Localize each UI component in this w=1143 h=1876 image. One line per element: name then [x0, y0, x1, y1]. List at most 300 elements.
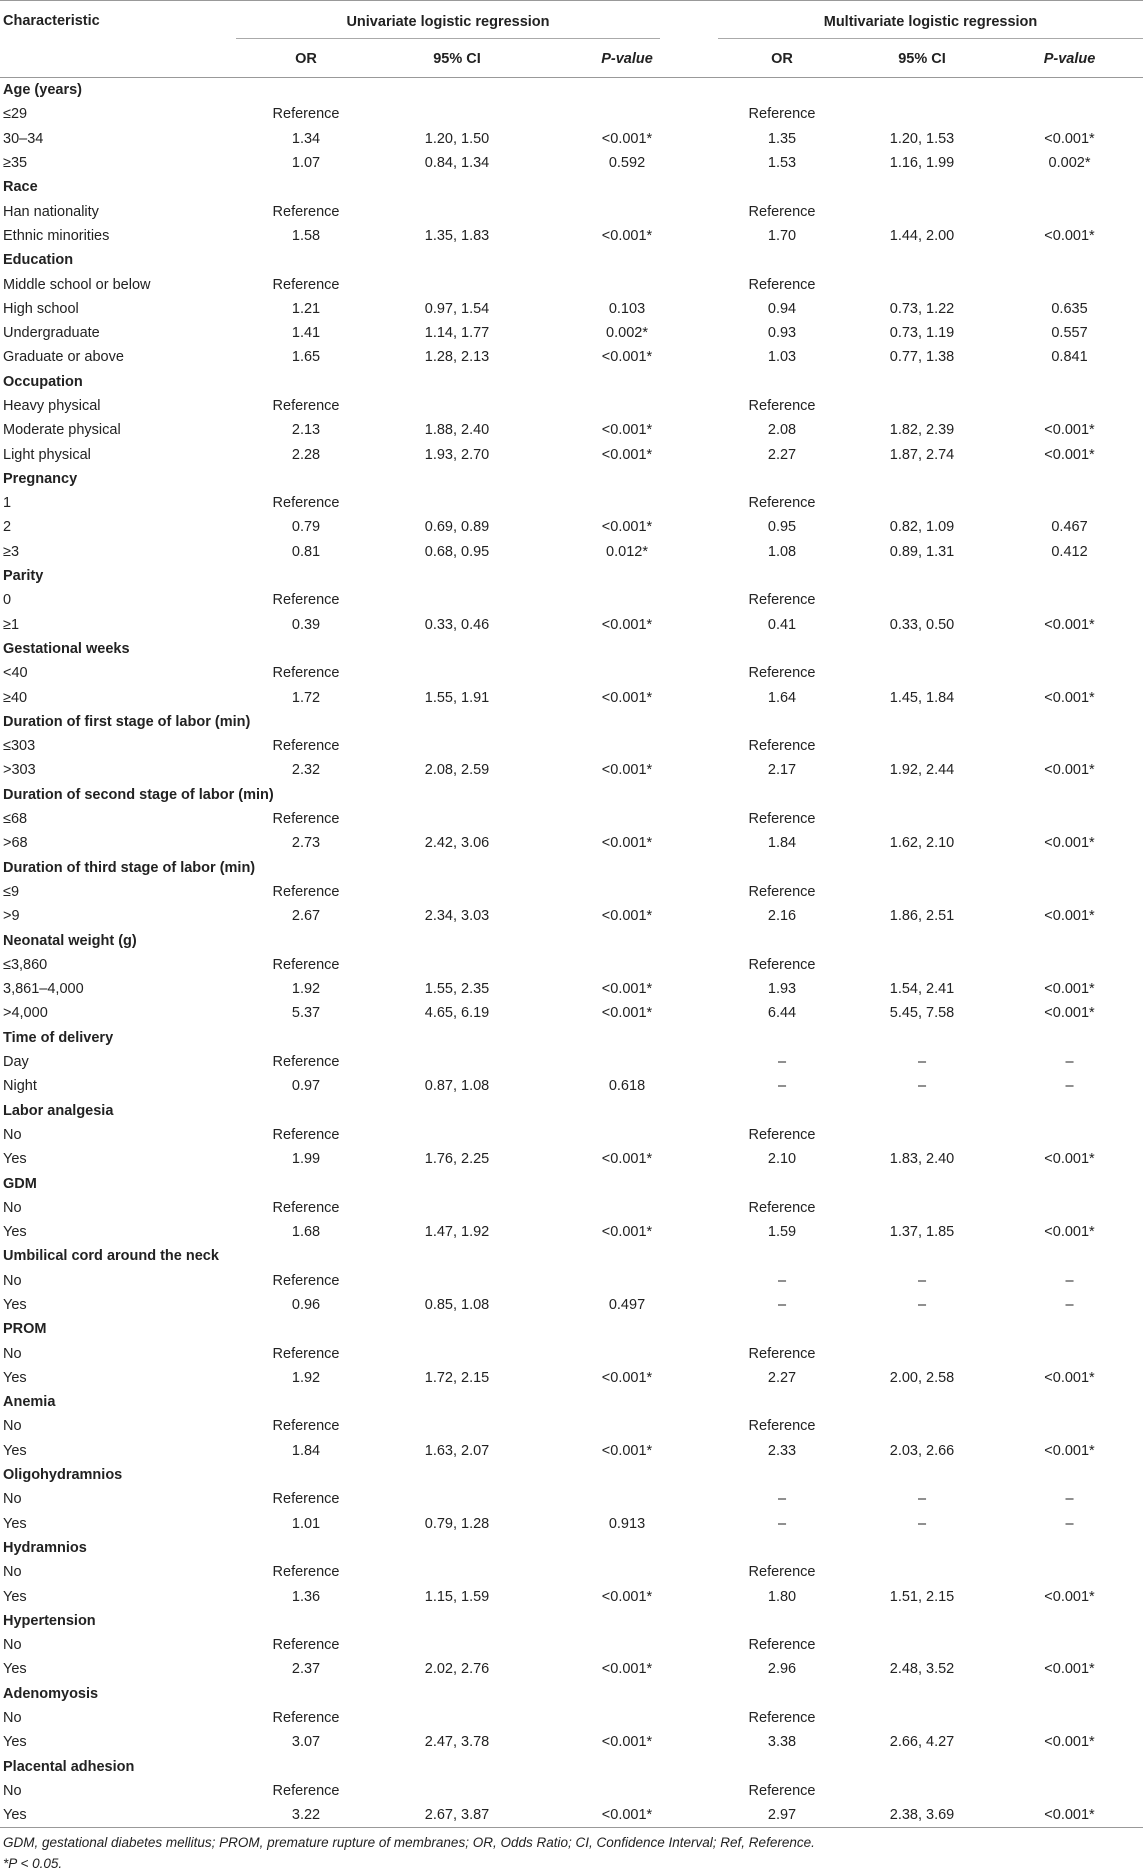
- table-row: [0, 1050, 1143, 1074]
- cell-uni-or: Reference: [272, 1418, 340, 1435]
- table-row: [0, 588, 1143, 612]
- cell-multi-pvalue: [996, 272, 1143, 296]
- cell-multi-pvalue: <0.001*: [1044, 227, 1095, 244]
- cell-uni-pvalue: [538, 1341, 716, 1365]
- cell-uni-pvalue: [538, 661, 716, 685]
- cell-uni-pvalue: [538, 272, 716, 296]
- category-row: [0, 637, 1143, 661]
- cell-uni-or: 1.21: [291, 300, 321, 317]
- empty-cell: [848, 78, 996, 103]
- cell-uni-or: 1.72: [291, 689, 321, 706]
- empty-cell: [996, 1754, 1143, 1778]
- table-row: [0, 613, 1143, 637]
- table-row: [0, 734, 1143, 758]
- cell-multi-or: Reference: [748, 592, 816, 609]
- header-multivariate-label: Multivariate logistic regression: [718, 4, 1143, 39]
- cell-uni-ci: [376, 1633, 538, 1657]
- row-label: No: [3, 1710, 22, 1727]
- row-label: 0: [3, 592, 12, 609]
- category-label: Parity: [3, 568, 44, 585]
- empty-cell: [716, 1536, 848, 1560]
- empty-cell: [996, 1609, 1143, 1633]
- empty-cell: [848, 467, 996, 491]
- cell-multi-ci: 0.73, 1.19: [889, 325, 955, 342]
- table-row: [0, 394, 1143, 418]
- cell-uni-ci: 1.55, 2.35: [424, 981, 490, 998]
- cell-multi-pvalue: [996, 1706, 1143, 1730]
- table-row: [0, 540, 1143, 564]
- cell-multi-or: Reference: [748, 106, 816, 123]
- cell-multi-ci: 2.66, 4.27: [889, 1734, 955, 1751]
- cell-multi-pvalue: [996, 1560, 1143, 1584]
- empty-cell: [538, 1390, 716, 1414]
- cell-multi-pvalue: 0.412: [1051, 543, 1088, 560]
- cell-uni-pvalue: <0.001*: [601, 908, 653, 925]
- empty-cell: [996, 1390, 1143, 1414]
- empty-cell: [996, 1098, 1143, 1122]
- category-row: [0, 1682, 1143, 1706]
- empty-cell: [538, 564, 716, 588]
- cell-uni-or: 1.07: [291, 155, 321, 172]
- empty-cell: [236, 248, 376, 272]
- cell-multi-or: Reference: [748, 1418, 816, 1435]
- cell-uni-pvalue: <0.001*: [601, 349, 653, 366]
- cell-multi-ci: [848, 1123, 996, 1147]
- empty-cell: [236, 1682, 376, 1706]
- cell-uni-ci: [376, 807, 538, 831]
- empty-cell: [996, 1317, 1143, 1341]
- cell-multi-or: Reference: [748, 1564, 816, 1581]
- row-label: No: [3, 1564, 22, 1581]
- category-row: [0, 467, 1143, 491]
- cell-multi-ci: 1.83, 2.40: [889, 1151, 955, 1168]
- category-label: Labor analgesia: [3, 1102, 114, 1119]
- cell-multi-or: 0.94: [767, 300, 797, 317]
- row-label: Night: [3, 1078, 37, 1095]
- table-row: [0, 1560, 1143, 1584]
- empty-cell: [996, 1026, 1143, 1050]
- empty-cell: [236, 1754, 376, 1778]
- empty-cell: [848, 1609, 996, 1633]
- cell-uni-or: 2.28: [291, 446, 321, 463]
- category-row: [0, 175, 1143, 199]
- category-label: Education: [3, 252, 74, 269]
- empty-cell: [848, 637, 996, 661]
- cell-multi-pvalue: <0.001*: [1044, 1734, 1095, 1751]
- cell-multi-pvalue: <0.001*: [1044, 130, 1095, 147]
- cell-uni-or: 2.37: [291, 1661, 321, 1678]
- table-body: [0, 78, 1143, 1828]
- empty-cell: [716, 1609, 848, 1633]
- empty-cell: [538, 1317, 716, 1341]
- cell-multi-ci: [848, 807, 996, 831]
- table-row: [0, 661, 1143, 685]
- category-label: Pregnancy: [3, 470, 78, 487]
- cell-multi-pvalue: [996, 1123, 1143, 1147]
- table-row: [0, 272, 1143, 296]
- cell-uni-pvalue: [538, 394, 716, 418]
- category-label: Hypertension: [3, 1612, 96, 1629]
- cell-multi-ci: –: [917, 1272, 927, 1289]
- empty-cell: [538, 1463, 716, 1487]
- cell-multi-pvalue: 0.635: [1051, 300, 1088, 317]
- empty-cell: [716, 1754, 848, 1778]
- cell-uni-ci: 2.47, 3.78: [424, 1734, 490, 1751]
- empty-cell: [848, 710, 996, 734]
- cell-multi-or: 2.08: [767, 422, 797, 439]
- cell-multi-pvalue: [996, 491, 1143, 515]
- cell-uni-ci: 1.76, 2.25: [424, 1151, 490, 1168]
- cell-uni-or: Reference: [272, 883, 340, 900]
- category-row: [0, 856, 1143, 880]
- row-label: No: [3, 1126, 22, 1143]
- empty-cell: [236, 78, 376, 103]
- empty-cell: [538, 1536, 716, 1560]
- category-label: Age (years): [3, 82, 82, 99]
- category-row: [0, 710, 1143, 734]
- table-row: [0, 758, 1143, 782]
- table-row: [0, 1293, 1143, 1317]
- empty-cell: [716, 248, 848, 272]
- table-row: [0, 953, 1143, 977]
- cell-uni-pvalue: [538, 102, 716, 126]
- empty-cell: [376, 248, 538, 272]
- cell-uni-ci: [376, 734, 538, 758]
- empty-cell: [236, 637, 376, 661]
- category-row: [0, 1463, 1143, 1487]
- cell-uni-pvalue: <0.001*: [601, 1442, 653, 1459]
- cell-uni-pvalue: <0.001*: [601, 981, 653, 998]
- cell-multi-or: Reference: [748, 883, 816, 900]
- empty-cell: [716, 1098, 848, 1122]
- cell-uni-pvalue: [538, 1196, 716, 1220]
- cell-uni-or: 1.41: [291, 325, 321, 342]
- cell-uni-pvalue: [538, 1560, 716, 1584]
- cell-multi-pvalue: –: [1065, 1515, 1074, 1532]
- empty-cell: [848, 1682, 996, 1706]
- cell-uni-pvalue: 0.002*: [606, 325, 648, 342]
- cell-multi-or: Reference: [748, 276, 816, 293]
- cell-multi-or: 2.96: [767, 1661, 797, 1678]
- cell-multi-ci: 1.37, 1.85: [889, 1224, 955, 1241]
- table-row: [0, 199, 1143, 223]
- cell-uni-ci: [376, 102, 538, 126]
- cell-uni-ci: 2.34, 3.03: [424, 908, 490, 925]
- cell-multi-ci: –: [917, 1078, 927, 1095]
- category-row: [0, 1609, 1143, 1633]
- cell-uni-pvalue: [538, 1706, 716, 1730]
- cell-multi-or: 2.27: [767, 446, 797, 463]
- empty-cell: [538, 370, 716, 394]
- row-label: Yes: [0, 1803, 236, 1828]
- cell-uni-ci: [376, 1706, 538, 1730]
- empty-cell: [376, 1026, 538, 1050]
- empty-cell: [996, 1244, 1143, 1268]
- cell-multi-pvalue: [996, 1196, 1143, 1220]
- empty-cell: [716, 370, 848, 394]
- header-multivariate: [716, 1, 1143, 42]
- empty-cell: [376, 1609, 538, 1633]
- cell-multi-ci: 0.89, 1.31: [889, 543, 955, 560]
- row-label: Yes: [3, 1515, 27, 1532]
- empty-cell: [996, 1463, 1143, 1487]
- empty-cell: [538, 637, 716, 661]
- header-univariate-label: Univariate logistic regression: [236, 4, 660, 39]
- empty-cell: [996, 370, 1143, 394]
- cell-uni-or: Reference: [272, 1199, 340, 1216]
- cell-multi-ci: [848, 1633, 996, 1657]
- table-row: [0, 904, 1143, 928]
- cell-uni-ci: [376, 1123, 538, 1147]
- table-row: [0, 1706, 1143, 1730]
- empty-cell: [236, 710, 376, 734]
- row-label: 2: [3, 519, 12, 536]
- category-label: Neonatal weight (g): [3, 932, 137, 949]
- empty-cell: [848, 175, 996, 199]
- cell-uni-pvalue: [538, 953, 716, 977]
- cell-uni-pvalue: 0.592: [608, 155, 646, 172]
- cell-multi-pvalue: [996, 807, 1143, 831]
- cell-multi-pvalue: <0.001*: [1044, 1224, 1095, 1241]
- cell-multi-ci: [848, 199, 996, 223]
- cell-multi-pvalue: <0.001*: [1044, 1588, 1095, 1605]
- row-label: ≤29: [3, 106, 28, 123]
- cell-uni-or: Reference: [272, 1564, 340, 1581]
- table-footnotes: [0, 1832, 1143, 1874]
- cell-multi-ci: 0.73, 1.22: [889, 300, 955, 317]
- empty-cell: [716, 1026, 848, 1050]
- row-label: Yes: [3, 1588, 27, 1605]
- category-label: Duration of second stage of labor (min): [3, 786, 274, 803]
- cell-multi-or: 1.70: [767, 227, 797, 244]
- empty-cell: [996, 710, 1143, 734]
- cell-multi-or: 2.16: [767, 908, 797, 925]
- table-row: [0, 1074, 1143, 1098]
- cell-multi-ci: –: [917, 1491, 927, 1508]
- row-label: Heavy physical: [3, 398, 101, 414]
- empty-cell: [848, 1317, 996, 1341]
- cell-multi-pvalue: [996, 1779, 1143, 1803]
- cell-uni-or: Reference: [272, 106, 340, 123]
- empty-cell: [996, 175, 1143, 199]
- category-label: PROM: [3, 1321, 47, 1338]
- row-label: >68: [3, 835, 28, 852]
- row-label: ≤3,860: [3, 956, 48, 973]
- cell-multi-or: 2.17: [767, 762, 797, 779]
- empty-cell: [376, 467, 538, 491]
- table-row: [0, 1730, 1143, 1754]
- table-row: [0, 102, 1143, 126]
- cell-multi-or: 2.10: [767, 1151, 797, 1168]
- row-label: 1: [3, 495, 12, 512]
- category-label: Gestational weeks: [3, 640, 130, 657]
- cell-multi-pvalue: <0.001*: [1044, 446, 1095, 463]
- category-row: [0, 78, 1143, 103]
- cell-multi-ci: 0.82, 1.09: [889, 519, 955, 536]
- cell-uni-ci: [376, 1414, 538, 1438]
- row-label: Han nationality: [3, 203, 99, 220]
- category-row: [0, 248, 1143, 272]
- cell-uni-pvalue: 0.012*: [606, 543, 648, 560]
- empty-cell: [538, 248, 716, 272]
- cell-uni-ci: [376, 1341, 538, 1365]
- cell-multi-pvalue: <0.001*: [1044, 1369, 1095, 1386]
- cell-uni-or: Reference: [272, 811, 340, 828]
- empty-cell: [538, 467, 716, 491]
- row-label: ≤9: [3, 883, 20, 900]
- cell-multi-or: 1.08: [767, 543, 797, 560]
- cell-multi-or: 1.03: [767, 349, 797, 366]
- empty-cell: [376, 1390, 538, 1414]
- cell-uni-pvalue: <0.001*: [601, 1151, 653, 1168]
- empty-cell: [848, 370, 996, 394]
- cell-multi-pvalue: [996, 394, 1143, 418]
- row-label: Yes: [3, 1369, 27, 1386]
- cell-uni-ci: 1.20, 1.50: [424, 130, 490, 147]
- cell-uni-or: 2.32: [291, 762, 321, 779]
- category-row: [0, 928, 1143, 952]
- empty-cell: [538, 1098, 716, 1122]
- table-row: [0, 685, 1143, 709]
- table-row: [0, 1512, 1143, 1536]
- empty-cell: [376, 710, 538, 734]
- cell-multi-or: 1.35: [767, 130, 797, 147]
- cell-uni-ci: 1.88, 2.40: [424, 422, 490, 439]
- table-row: [0, 1803, 1143, 1828]
- cell-multi-ci: [848, 272, 996, 296]
- empty-cell: [848, 1171, 996, 1195]
- cell-multi-ci: 1.44, 2.00: [889, 227, 955, 244]
- table-row: [0, 1439, 1143, 1463]
- cell-multi-or: 3.38: [767, 1734, 797, 1751]
- cell-uni-ci: 1.93, 2.70: [424, 446, 490, 463]
- cell-uni-ci: [376, 1487, 538, 1511]
- cell-multi-or: –: [777, 1272, 787, 1289]
- cell-uni-ci: 1.15, 1.59: [424, 1588, 490, 1605]
- cell-multi-ci: [848, 491, 996, 515]
- cell-uni-or: Reference: [272, 495, 340, 512]
- cell-multi-pvalue: –: [1065, 1054, 1074, 1071]
- cell-uni-ci: [376, 199, 538, 223]
- cell-multi-ci: [848, 1196, 996, 1220]
- empty-cell: [716, 564, 848, 588]
- category-label: Hydramnios: [3, 1539, 87, 1556]
- cell-multi-or: 2.33: [767, 1442, 797, 1459]
- row-label: >303: [3, 762, 36, 779]
- row-label: No: [3, 1637, 22, 1654]
- row-label: No: [3, 1272, 22, 1289]
- empty-cell: [376, 1536, 538, 1560]
- table-row: [0, 151, 1143, 175]
- empty-cell: [538, 1244, 716, 1268]
- empty-cell: [996, 1682, 1143, 1706]
- cell-uni-pvalue: [538, 1633, 716, 1657]
- cell-multi-pvalue: [996, 734, 1143, 758]
- category-label: GDM: [3, 1175, 37, 1192]
- cell-uni-pvalue: [538, 734, 716, 758]
- empty-cell: [538, 1754, 716, 1778]
- empty-cell: [236, 928, 376, 952]
- cell-multi-ci: [848, 102, 996, 126]
- cell-multi-pvalue: <0.001*: [1044, 835, 1095, 852]
- category-row: [0, 1390, 1143, 1414]
- category-row: [0, 1098, 1143, 1122]
- cell-multi-pvalue: <0.001*: [996, 1803, 1143, 1828]
- cell-multi-or: 2.97: [716, 1803, 848, 1828]
- empty-cell: [538, 1026, 716, 1050]
- cell-uni-or: 1.92: [291, 1369, 321, 1386]
- header-multi-ci: 95% CI: [848, 41, 996, 78]
- cell-uni-or: 1.84: [291, 1442, 321, 1459]
- cell-uni-pvalue: <0.001*: [601, 762, 653, 779]
- cell-uni-or: Reference: [272, 1637, 340, 1654]
- cell-uni-pvalue: [538, 491, 716, 515]
- empty-cell: [716, 1171, 848, 1195]
- table-row: [0, 491, 1143, 515]
- empty-cell: [538, 710, 716, 734]
- cell-uni-ci: 0.84, 1.34: [424, 155, 490, 172]
- cell-uni-or: 1.65: [291, 349, 321, 366]
- row-label: >9: [3, 908, 20, 925]
- row-label: Yes: [3, 1296, 27, 1313]
- cell-uni-pvalue: <0.001*: [601, 519, 653, 536]
- cell-multi-pvalue: <0.001*: [1044, 689, 1095, 706]
- cell-uni-pvalue: [538, 1269, 716, 1293]
- cell-multi-pvalue: –: [1065, 1272, 1074, 1289]
- cell-multi-or: 1.64: [767, 689, 797, 706]
- cell-multi-or: 1.93: [767, 981, 797, 998]
- row-label: Yes: [3, 1151, 27, 1168]
- cell-uni-pvalue: 0.497: [608, 1296, 646, 1313]
- cell-uni-ci: [376, 661, 538, 685]
- table-row: [0, 1196, 1143, 1220]
- cell-multi-pvalue: [996, 1633, 1143, 1657]
- cell-uni-pvalue: <0.001*: [601, 227, 653, 244]
- table-row: [0, 1341, 1143, 1365]
- category-row: [0, 1171, 1143, 1195]
- table-row: [0, 1487, 1143, 1511]
- empty-cell: [716, 928, 848, 952]
- empty-cell: [376, 1317, 538, 1341]
- cell-multi-or: 1.84: [767, 835, 797, 852]
- empty-cell: [236, 1317, 376, 1341]
- category-label: Occupation: [3, 373, 83, 390]
- table-row: [0, 345, 1143, 369]
- table-row: [0, 1001, 1143, 1025]
- cell-uni-ci: 1.72, 2.15: [424, 1369, 490, 1386]
- row-label: Yes: [3, 1442, 27, 1459]
- cell-multi-or: Reference: [748, 1637, 816, 1654]
- cell-multi-ci: 1.62, 2.10: [889, 835, 955, 852]
- cell-uni-pvalue: <0.001*: [601, 616, 653, 633]
- cell-multi-or: Reference: [748, 1126, 816, 1143]
- empty-cell: [538, 856, 716, 880]
- cell-uni-pvalue: [538, 1414, 716, 1438]
- table-row: [0, 1584, 1143, 1608]
- empty-cell: [376, 1463, 538, 1487]
- empty-cell: [236, 1536, 376, 1560]
- cell-uni-pvalue: 0.103: [608, 300, 646, 317]
- table-row: [0, 1220, 1143, 1244]
- cell-uni-ci: [376, 1269, 538, 1293]
- cell-multi-pvalue: [996, 102, 1143, 126]
- empty-cell: [236, 1098, 376, 1122]
- empty-cell: [538, 1609, 716, 1633]
- header-uni-or: OR: [236, 41, 376, 78]
- cell-uni-pvalue: 0.913: [608, 1515, 646, 1532]
- row-label: Ethnic minorities: [3, 227, 110, 244]
- table-row: [0, 127, 1143, 151]
